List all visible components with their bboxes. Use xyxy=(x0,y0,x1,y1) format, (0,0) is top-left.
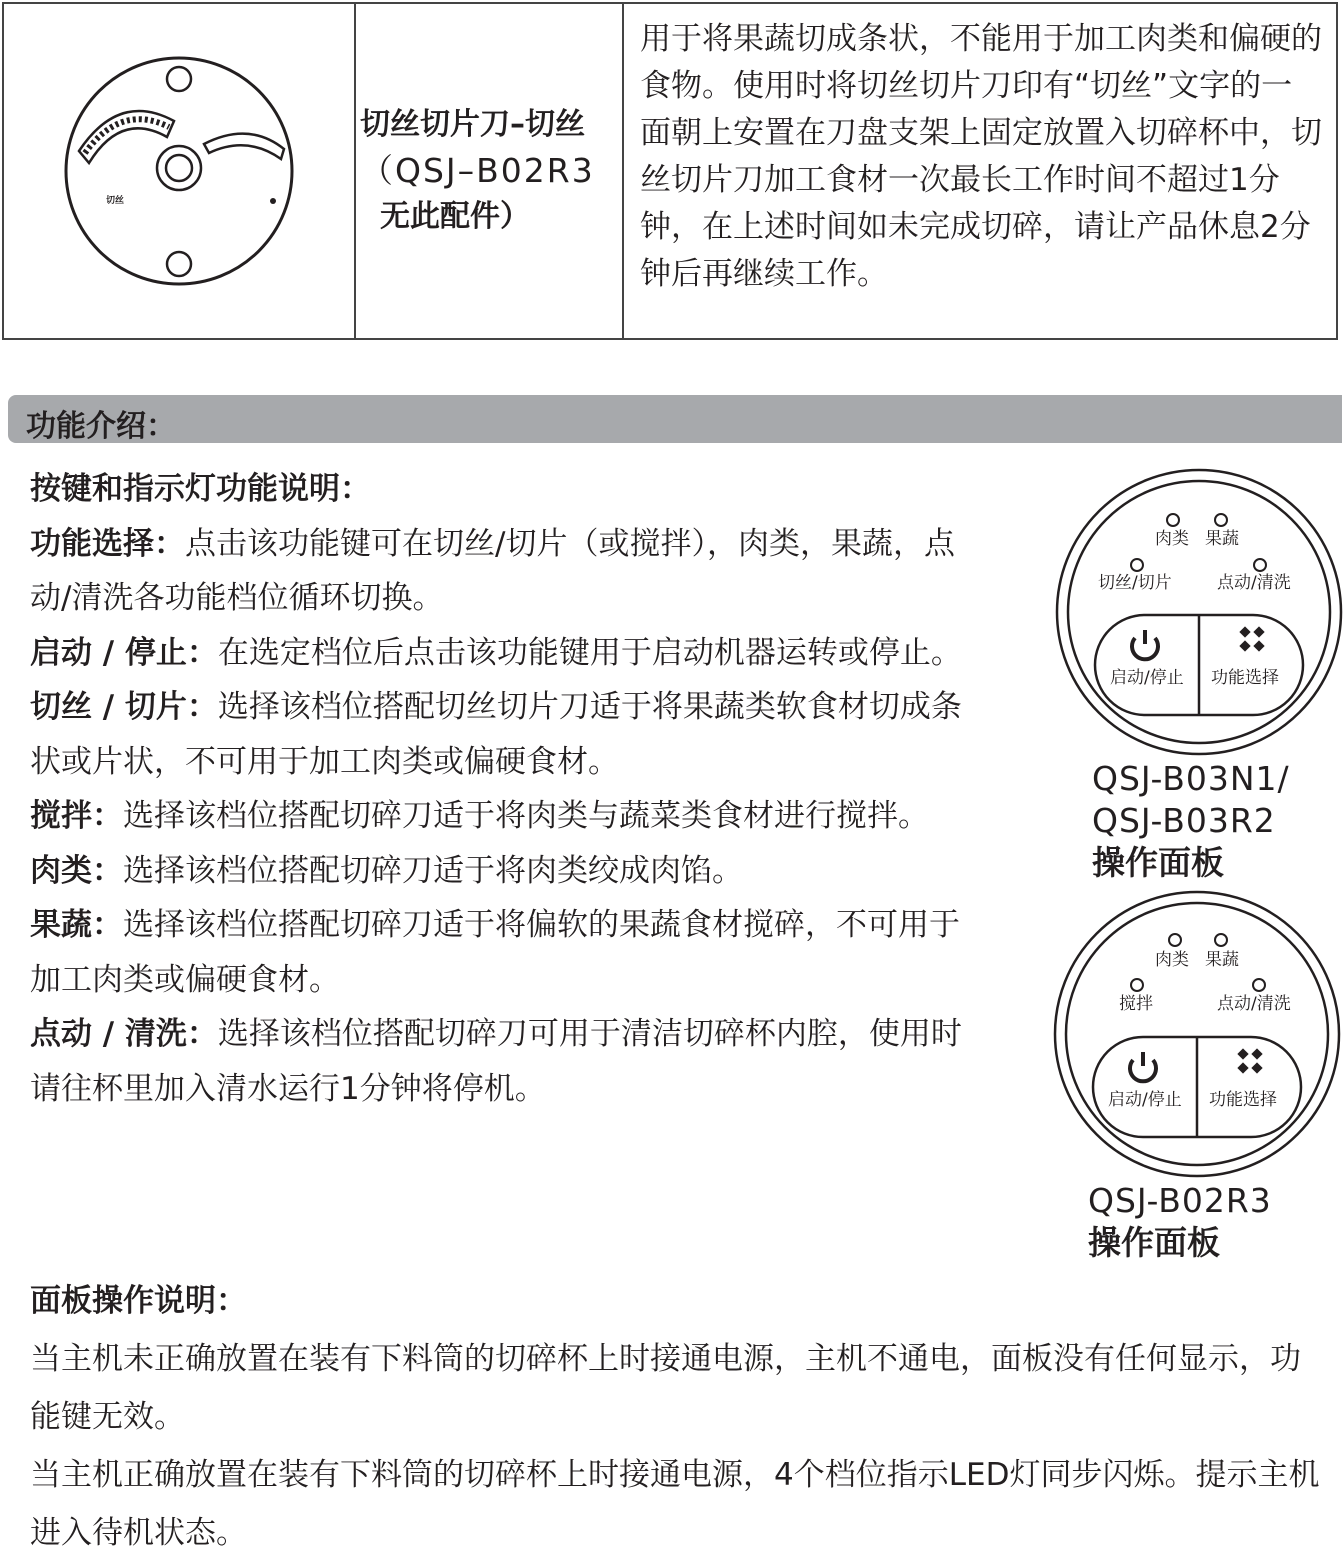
control-panel-1-drawing xyxy=(1055,468,1344,758)
panel-1-caption-label: 操作面板 xyxy=(1092,843,1224,882)
start-stop-label: 启动/停止 xyxy=(1110,668,1184,688)
led-meat-label: 肉类 xyxy=(1155,529,1189,549)
accessory-table xyxy=(2,2,1338,340)
led-mix-icon xyxy=(1131,979,1143,991)
item-start-stop: 启动 / 停止：在选定档位后点击该功能键用于启动机器运转或停止。 xyxy=(30,634,962,671)
panel-heading: 面板操作说明： xyxy=(30,1283,247,1319)
item-veg: 果蔬：选择该档位搭配切碎刀适于将偏软的果蔬食材搅碎，不可用于加工肉类或偏硬食材。 xyxy=(30,907,960,998)
panel-2-caption xyxy=(1088,1180,1272,1264)
accessory-name: 切丝切片刀–切丝 xyxy=(360,107,585,142)
led-veg-label: 果蔬 xyxy=(1205,529,1239,549)
control-panel-1 xyxy=(1055,468,1344,762)
accessory-note: 无此配件） xyxy=(380,199,530,234)
accessory-image-cell xyxy=(4,4,356,338)
panel-2-model: QSJ-B02R3 xyxy=(1088,1181,1272,1220)
start-stop-label: 启动/停止 xyxy=(1108,1090,1182,1110)
item-pulse-clean: 点动 / 清洗：选择该档位搭配切碎刀可用于清洁切碎杯内腔，使用时请往杯里加入清水运行1分钟将停机。 xyxy=(30,1016,962,1107)
led-veg-label: 果蔬 xyxy=(1205,950,1239,970)
panel-operation-section xyxy=(30,1272,1320,1562)
control-panel-2 xyxy=(1053,890,1343,1184)
function-select-label: 功能选择 xyxy=(1211,668,1279,688)
led-veg-icon xyxy=(1215,934,1227,946)
control-panel-2-drawing xyxy=(1053,890,1343,1180)
led-pulse-label: 点动/清洗 xyxy=(1217,994,1291,1014)
section-title: 功能介绍： xyxy=(26,409,176,444)
disc-label: 切丝 xyxy=(106,196,125,206)
panel-1-model-2: QSJ-B03R2 xyxy=(1092,801,1276,840)
buttons-heading: 按键和指示灯功能说明： xyxy=(30,471,371,507)
shredding-disc-illustration xyxy=(59,51,299,291)
item-mix: 搅拌：选择该档位搭配切碎刀适于将肉类与蔬菜类食材进行搅拌。 xyxy=(30,798,929,834)
panel-2-caption-label: 操作面板 xyxy=(1088,1223,1220,1262)
led-pulse-label: 点动/清洗 xyxy=(1217,573,1291,593)
buttons-section xyxy=(30,462,990,1116)
panel-paragraph-2: 当主机正确放置在装有下料筒的切碎杯上时接通电源，4个档位指示LED灯同步闪烁。提示主机进入待机状态。 xyxy=(30,1457,1320,1551)
panel-1-caption xyxy=(1092,758,1290,884)
led-pulse-icon xyxy=(1253,979,1265,991)
item-shred-slice: 切丝 / 切片：选择该档位搭配切丝切片刀适于将果蔬类软食材切成条状或片状，不可用于加工肉类或偏硬食材。 xyxy=(30,689,962,780)
accessory-name-cell xyxy=(356,4,624,338)
led-shred-icon xyxy=(1131,559,1143,571)
item-function-select: 功能选择：点击该功能键可在切丝/切片（或搅拌），肉类，果蔬，点动/清洗各功能档位循环切换。 xyxy=(30,525,955,616)
panel-1-model-1: QSJ-B03N1/ xyxy=(1092,759,1290,798)
led-veg-icon xyxy=(1215,514,1227,526)
section-bar xyxy=(8,395,1342,443)
function-select-label: 功能选择 xyxy=(1209,1090,1277,1110)
item-meat: 肉类：选择该档位搭配切碎刀适于将肉类绞成肉馅。 xyxy=(30,852,743,889)
led-pulse-icon xyxy=(1254,559,1266,571)
led-mix-label: 搅拌 xyxy=(1119,994,1153,1014)
led-meat-icon xyxy=(1169,934,1181,946)
accessory-model: （QSJ–B02R3 xyxy=(360,151,595,190)
led-shred-label: 切丝/切片 xyxy=(1098,573,1172,593)
led-meat-icon xyxy=(1167,514,1179,526)
panel-paragraph-1: 当主机未正确放置在装有下料筒的切碎杯上时接通电源，主机不通电，面板没有任何显示，功能键无效。 xyxy=(30,1341,1301,1435)
led-meat-label: 肉类 xyxy=(1155,950,1189,970)
accessory-description: 用于将果蔬切成条状，不能用于加工肉类和偏硬的食物。使用时将切丝切片刀印有“切丝”文字的一面朝上安置在刀盘支架上固定放置入切碎杯中，切丝切片刀加工食材一次最长工作时间不超过1分钟，在上述时间如未完成切碎，请让产品休息2分钟后再继续工作。 xyxy=(640,21,1322,292)
